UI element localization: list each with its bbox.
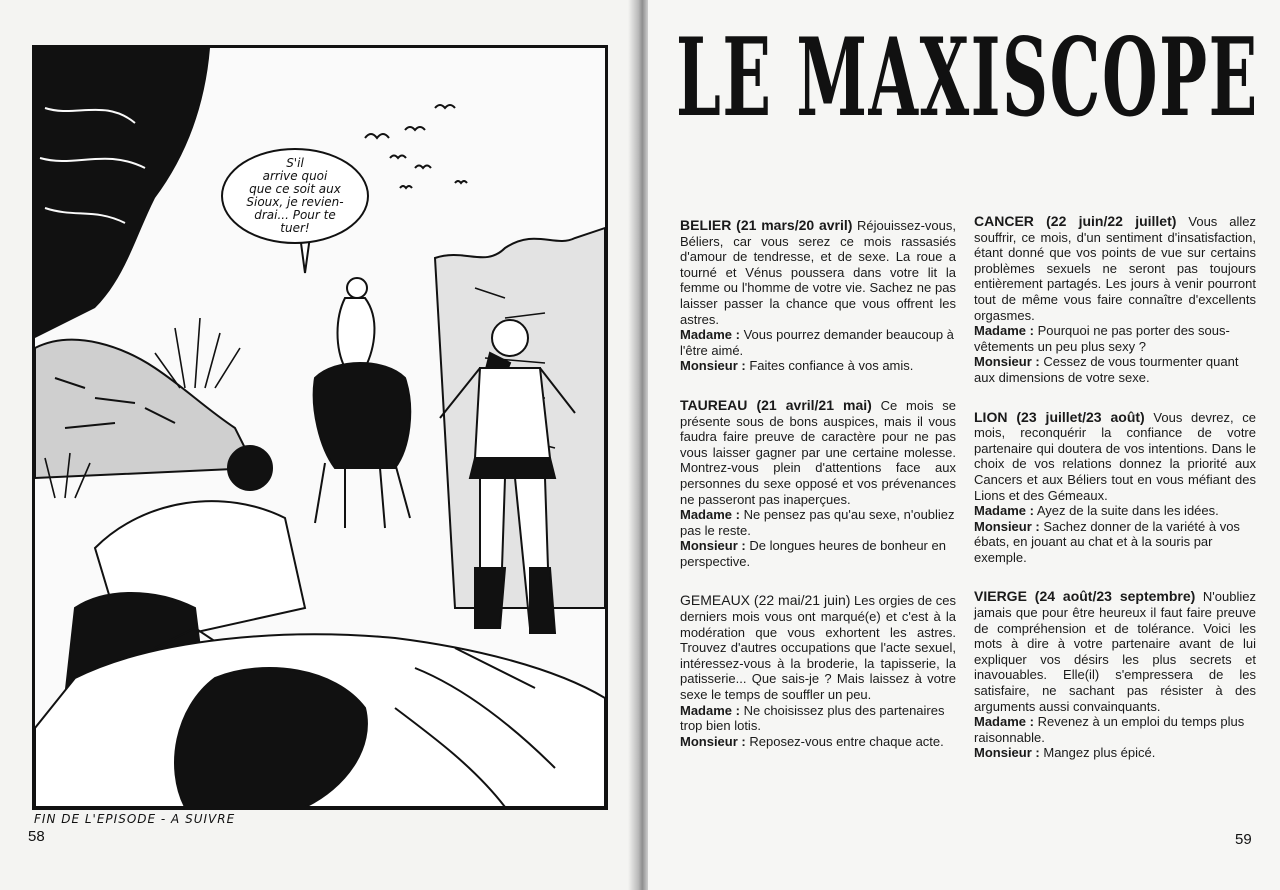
horoscope-column-right (974, 214, 1256, 761)
birds (365, 105, 467, 188)
sign-body: Réjouissez-vous, Béliers, car vous serez ce mois rassasiés d'amour de tendresse, et de sexe. La roue a tourné et Vénus poussera dans votre lit la femme ou l'homme de votre vie. Sachez ne pas laisser passer la chance que vous offrent les astres. (680, 218, 956, 327)
monsieur-label: Monsieur : (680, 733, 746, 749)
horse-rider (314, 278, 411, 528)
sign-heading: TAUREAU (21 avril/21 mai) (680, 396, 872, 413)
monsieur-advice: De longues heures de bonheur en perspective. (680, 538, 946, 569)
sign-gemeaux (680, 593, 956, 749)
sign-heading: VIERGE (24 août/23 septembre) (974, 588, 1196, 605)
episode-caption: FIN DE L'EPISODE - A SUIVRE (34, 812, 236, 826)
sign-cancer (974, 214, 1256, 386)
sign-heading: CANCER (22 juin/22 juillet) (974, 213, 1177, 229)
horoscope-column-left (680, 218, 956, 749)
sign-vierge (974, 589, 1256, 761)
monsieur-advice: Sachez donner de la variété à vos ébats, en jouant au chat et à la souris par exemple. (974, 518, 1240, 565)
sign-heading: BELIER (21 mars/20 avril) (680, 217, 853, 233)
madame-label: Madame : (680, 702, 740, 718)
speech-balloon (221, 148, 369, 244)
page-number-right: 59 (1235, 831, 1252, 848)
sign-heading: LION (23 juillet/23 août) (974, 408, 1145, 425)
monsieur-advice: Reposez-vous entre chaque acte. (749, 733, 944, 749)
madame-label: Madame : (680, 327, 740, 343)
sign-heading: GEMEAUX (22 mai/21 juin) (680, 592, 851, 609)
madame-advice: Revenez à un emploi du temps plus raisonnable. (974, 714, 1245, 745)
sign-body: N'oubliez jamais que pour être heureux il faut faire preuve de compréhension et de tolérance. Voici les mots à dire à votre partenaire avant de lui expliquer vos désirs les plus secrets et inavouables. Elle(il) s'empressera de les satisfaire, ne sachant pas résister à des arguments aussi convainquants. (974, 589, 1256, 714)
right-page (648, 0, 1280, 890)
monsieur-advice: Faites confiance à vos amis. (749, 358, 914, 374)
sign-taureau (680, 398, 956, 570)
sign-body: Vous devrez, ce mois, reconquérir la confiance de votre partenaire qui doutera de vos intentions. Dans le choix de vos relations donnez la priorité aux Cancers et aux Béliers tout en vous méfiant des Lions et des Gémeaux. (974, 409, 1256, 503)
monsieur-label: Monsieur : (974, 518, 1040, 534)
sign-body: Ce mois se présente sous de bons auspices, mais il vous faudra faire preuve de caractère pour ne pas vous laisser gagner par une certaine molesse. Montrez-vous plein d'attentions face aux personnes du sexe opposé et vos prévenances ne passeront pas inaperçues. (680, 397, 956, 507)
madame-advice: Ayez de la suite dans les idées. (1036, 503, 1219, 519)
monsieur-label: Monsieur : (974, 745, 1040, 761)
madame-advice: Vous pourrez demander beaucoup à l'être aimé. (680, 327, 954, 358)
monsieur-advice: Cessez de vous tourmenter quant aux dimensions de votre sexe. (974, 354, 1239, 385)
monsieur-advice: Mangez plus épicé. (1043, 745, 1156, 761)
monsieur-label: Monsieur : (974, 354, 1040, 370)
fallen-man (35, 634, 605, 807)
speech-balloon-text: S'il arrive quoi que ce soit aux Sioux, je revien- drai... Pour te tuer! (246, 156, 344, 235)
madame-label: Madame : (974, 323, 1034, 339)
page-number-left: 58 (28, 828, 45, 845)
madame-advice: Ne choisissez plus des partenaires trop bien lotis. (680, 702, 945, 734)
sign-body: Vous allez souffrir, ce mois, d'un sentiment d'insatisfaction, étant donné que vos points de vue sur certains problèmes sexuels ne seront pas toujours entièrement partagés. Les jours à venir pourront tout de même vous faire connaître d'excellents orgasmes. (974, 214, 1257, 323)
madame-advice: Ne pensez pas qu'au sexe, n'oubliez pas le reste. (680, 507, 955, 538)
madame-advice: Pourquoi ne pas porter des sous-vêtements un peu plus sexy ? (974, 323, 1230, 354)
madame-label: Madame : (680, 507, 740, 523)
sign-body: Les orgies de ces derniers mois vous ont marqué(e) et c'est à la modération que vous exhortent les astres. Trouvez d'autres occupations que l'acte sexuel, intéressez-vous à la broderie, la tapisserie, la patisserie... Que sais-je ? Mais laissez à votre sexe le temps de souffler un peu. (680, 593, 956, 703)
madame-label: Madame : (974, 503, 1034, 519)
monsieur-label: Monsieur : (680, 538, 746, 554)
sign-lion (974, 410, 1256, 566)
sign-belier (680, 218, 956, 374)
comic-panel (32, 45, 608, 810)
madame-label: Madame : (974, 714, 1034, 730)
page-title: LE MAXISCOPE (676, 14, 1259, 141)
monsieur-label: Monsieur : (680, 358, 746, 374)
